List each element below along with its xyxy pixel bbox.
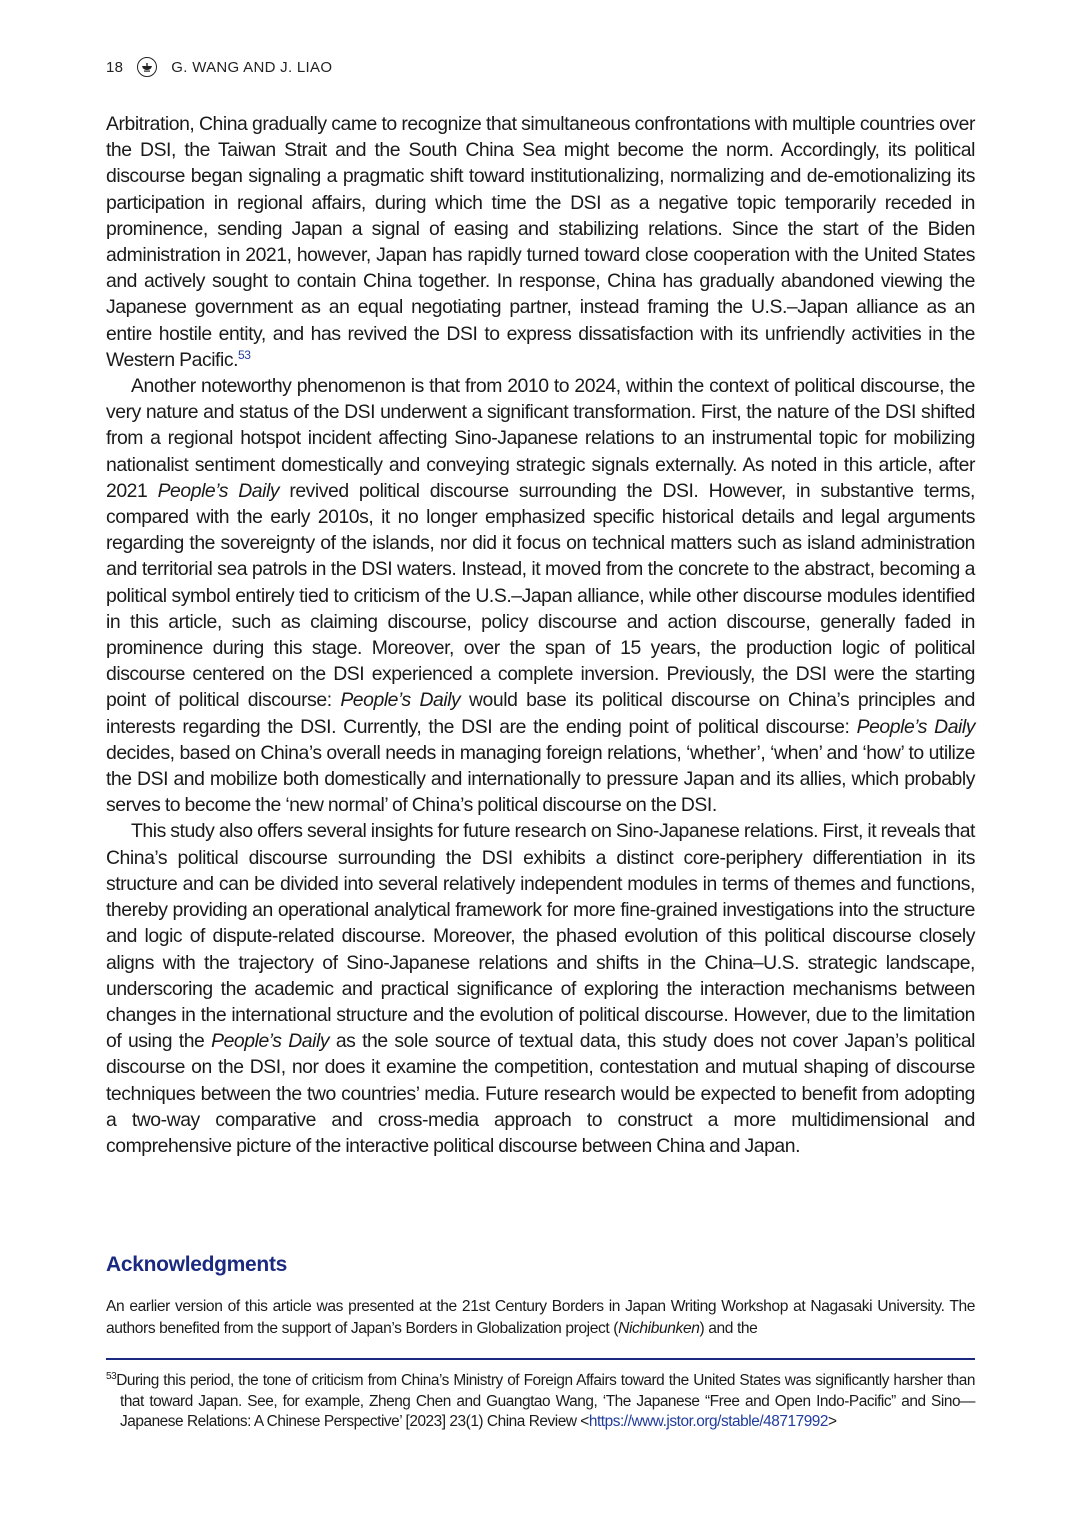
acknowledgments-text: An earlier version of this article was presented at the 21st Century Borders in Japan Writing Workshop at Nagasaki University. The authors benefited from the support of Japan’s Borders in Globalization project (Nichibunken) and the — [106, 1298, 975, 1337]
page-number: 18 — [106, 58, 124, 76]
footnote-number: 53 — [106, 1371, 117, 1382]
footnote-divider — [106, 1358, 975, 1360]
acknowledgments-heading: Acknowledgments — [106, 1253, 288, 1276]
footnote-link[interactable]: https://www.jstor.org/stable/48717992 — [588, 1413, 829, 1430]
publisher-lamp-icon — [137, 57, 157, 77]
paragraph-1: Arbitration, China gradually came to recognize that simultaneous confrontations with multiple countries over the DSI, the Taiwan Strait and the South China Sea might become the norm. Accordingly, its political discourse began signaling a pragmatic shift toward institutionalizing, normalizing and de-emotionalizing its participation in regional affairs, during which time the DSI as a negative topic temporarily receded in prominence, sending Japan a signal of easing and stabilizing relations. Since the start of the Biden administration in 2021, however, Japan has rapidly turned toward close cooperation with the United States and actively sought to contain China together. In response, China has gradually abandoned viewing the Japanese government as an equal negotiating partner, instead framing the U.S.–Japan alliance as an entire hostile entity, and has revived the DSI to express dissatisfaction with its unfriendly activities in the Western Pacific.$^{53}$ — [106, 113, 975, 371]
running-head-authors: G. WANG AND J. LIAO — [171, 58, 333, 76]
running-head — [106, 56, 332, 78]
paragraph-3: This study also offers several insights for future research on Sino-Japanese relations. First, it reveals that China’s political discourse surrounding the DSI exhibits a distinct core-periphery differentiation in its structure and can be divided into several relatively independent modules in terms of themes and functions, thereby providing an operational analytical framework for more fine-grained investigations into the structure and logic of dispute-related discourse. Moreover, the phased evolution of this political discourse closely aligns with the trajectory of Sino-Japanese relations and shifts in the China–U.S. strategic landscape, underscoring the academic and practical significance of exploring the interaction mechanisms between changes in the international structure and the evolution of political discourse. However, due to the limitation of using the People’s Daily as the sole source of textual data, this study does not cover Japan’s political discourse on the DSI, nor does it examine the competition, contestation and mutual shaping of discourse techniques between the two countries’ media. Future research would be expected to benefit from adopting a two-way comparative and cross-media approach to construct a more multidimensional and comprehensive picture of the interactive political discourse between China and Japan. — [106, 820, 976, 1157]
paragraph-2: Another noteworthy phenomenon is that from 2010 to 2024, within the context of political discourse, the very nature and status of the DSI underwent a significant transformation. First, the nature of the DSI shifted from a regional hotspot incident affecting Sino-Japanese relations to an instrumental topic for mobilizing nationalist sentiment domestically and conveying strategic signals externally. As noted in this article, after 2021 People’s Daily revived political discourse surrounding the DSI. However, in substantive terms, compared with the early 2010s, it no longer emphasized specific historical details and legal arguments regarding the sovereignty of the islands, nor did it focus on technical matters such as island administration and territorial sea patrols in the DSI waters. Instead, it moved from the concrete to the abstract, becoming a political symbol entirely tied to criticism of the U.S.–Japan alliance, while other discourse modules identified in this article, such as claiming discourse, policy discourse and action discourse, generally faded in prominence during this stage. Moreover, over the span of 15 years, the production logic of political discourse centered on the DSI experienced a complete inversion. Previously, the DSI were the starting point of political discourse: People’s Daily would base its political discourse on China’s principles and interests regarding the DSI. Currently, the DSI are the ending point of political discourse: People’s Daily decides, based on China’s overall needs in managing foreign relations, ‘whether’, ‘when’ and ‘how’ to utilize the DSI and mobilize both domestically and internationally to pressure Japan and its allies, which probably serves to become the ‘new normal’ of China’s political discourse on the DSI. — [106, 375, 976, 817]
body-text — [106, 111, 975, 1159]
footnote-ref-53[interactable]: 53 — [238, 347, 251, 362]
footnote-53: $^{53}$During this period, the tone of criticism from China’s Ministry of Foreign Affairs toward the United States was significantly harsher than that toward Japan. See, for example, Zheng Chen and Guangtao Wang, ‘The Japanese “Free and Open Indo-Pacific” and Sino—Japanese Relations: A Chinese Perspective’ [2023] 23(1) China Review <https://www.jstor.org/stable/48717992> — [106, 1371, 975, 1430]
